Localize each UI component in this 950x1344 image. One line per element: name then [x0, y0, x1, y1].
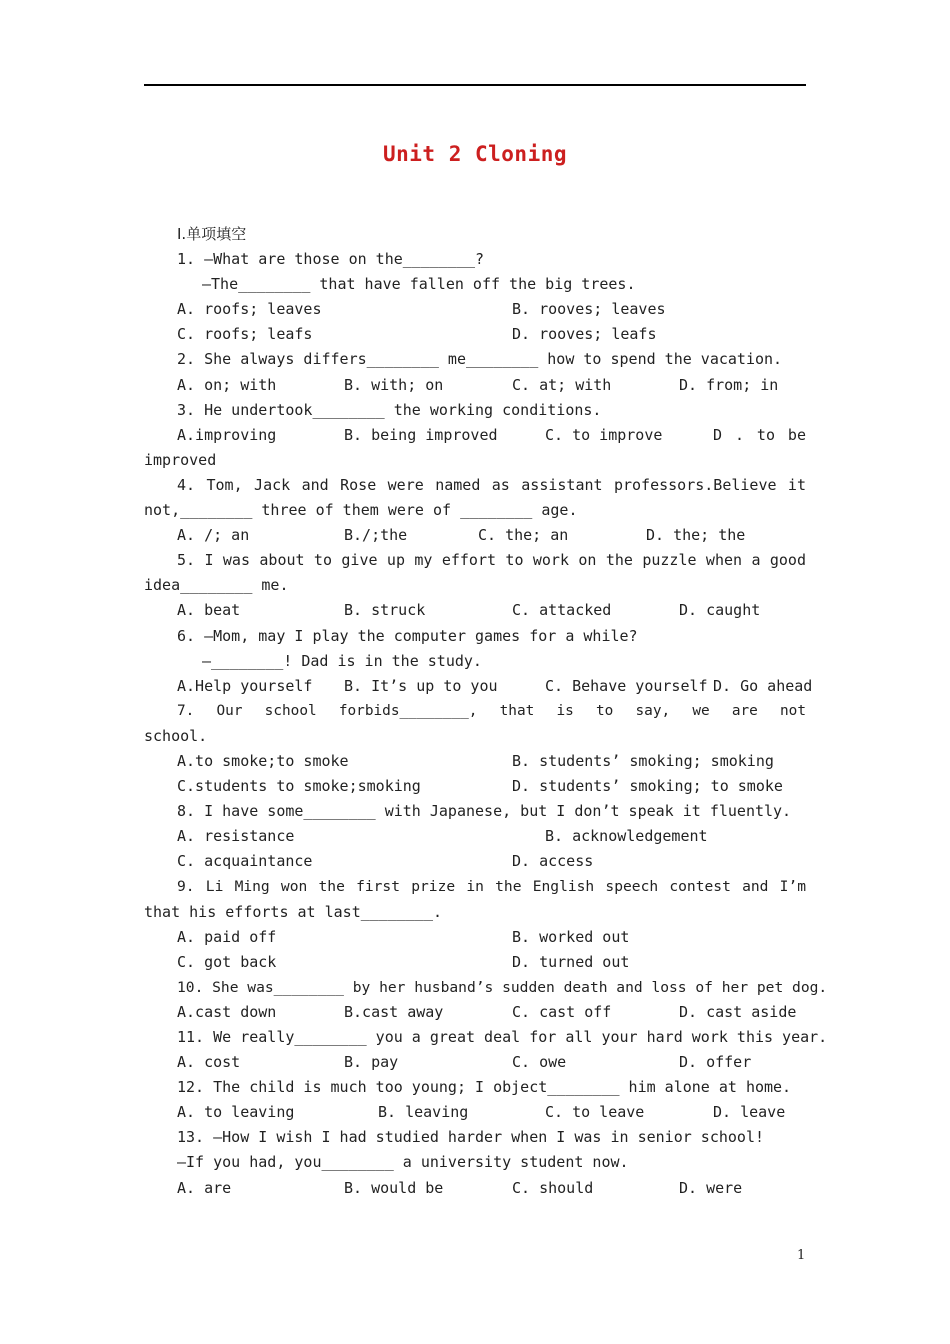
option-a: A.Help yourself: [177, 676, 313, 695]
option-b: B. acknowledgement: [545, 827, 708, 846]
question-6-options: [144, 674, 813, 699]
option-c: C. got back: [177, 952, 277, 971]
option-c: C. to improve: [545, 425, 663, 444]
title-topic: Cloning: [475, 142, 568, 166]
option-c: C.students to smoke;smoking: [177, 777, 421, 796]
question-7-options-row2: [144, 774, 806, 799]
option-b: B. pay: [344, 1053, 399, 1072]
option-b: B. leaving: [378, 1103, 469, 1122]
option-a: A. beat: [177, 601, 241, 620]
option-a: A.cast down: [177, 1002, 277, 1021]
option-d: D. leave: [713, 1103, 786, 1122]
option-b: B. rooves; leaves: [512, 300, 666, 319]
question-9-stem-continued: that his efforts at last________.: [144, 902, 443, 921]
question-5-stem: 5. I was about to give up my effort to work on the puzzle when a good: [177, 551, 806, 570]
question-4-options: [144, 523, 806, 548]
option-d: D. from; in: [679, 375, 779, 394]
option-a: A. paid off: [177, 927, 277, 946]
question-5-options: [144, 598, 806, 623]
page-title: [0, 142, 950, 166]
option-b: B. with; on: [344, 375, 444, 394]
option-d: D. students’ smoking; to smoke: [512, 777, 783, 796]
option-b: B.cast away: [344, 1002, 444, 1021]
question-1-reply: —The________ that have fallen off the big trees.: [202, 275, 636, 294]
option-a: A. to leaving: [177, 1103, 295, 1122]
option-a: A.to smoke;to smoke: [177, 751, 349, 770]
question-9-stem: 9. Li Ming won the first prize in the English speech contest and I’m: [177, 878, 806, 896]
option-d: D. the; the: [646, 526, 746, 545]
option-c: C. owe: [512, 1053, 567, 1072]
option-b: B. worked out: [512, 927, 630, 946]
option-d: D. were: [679, 1178, 743, 1197]
exercise-content: [144, 222, 828, 1201]
question-3-stem: 3. He undertook________ the working conditions.: [177, 400, 602, 419]
question-9-options-row1: [144, 925, 806, 950]
option-c: C. attacked: [512, 601, 612, 620]
question-12-stem: 12. The child is much too young; I object________ him alone at home.: [177, 1078, 792, 1097]
option-a: A. cost: [177, 1053, 241, 1072]
option-b: B. struck: [344, 601, 426, 620]
option-b: B. It’s up to you: [344, 676, 498, 695]
option-d: D. cast aside: [679, 1002, 797, 1021]
question-1-stem: 1. —What are those on the________?: [177, 250, 485, 269]
option-d: D. access: [512, 852, 594, 871]
question-2-stem: 2. She always differs________ me________ how to spend the vacation.: [177, 350, 783, 369]
question-12-options: [144, 1100, 806, 1125]
option-c: C. cast off: [512, 1002, 612, 1021]
option-b: B. being improved: [344, 425, 498, 444]
question-5-stem-continued: idea________ me.: [144, 576, 289, 595]
title-unit: Unit 2: [382, 142, 462, 166]
question-8-stem: 8. I have some________ with Japanese, but I don’t speak it fluently.: [177, 802, 792, 821]
option-d: D. turned out: [512, 952, 630, 971]
option-d: D. offer: [679, 1053, 752, 1072]
header-rule: [144, 84, 806, 86]
page-number: 1: [797, 1248, 806, 1263]
option-a: A. are: [177, 1178, 232, 1197]
option-c: C. acquaintance: [177, 852, 313, 871]
question-13-reply: —If you had, you________ a university student now.: [177, 1153, 629, 1172]
option-b: B./;the: [344, 526, 408, 545]
question-10-options: [144, 1000, 806, 1025]
question-4-stem-continued: not,________ three of them were of ________ age.: [144, 501, 578, 520]
question-7-stem-continued: school.: [144, 726, 208, 745]
question-2-options: [144, 373, 806, 398]
question-6-stem: 6. —Mom, may I play the computer games for a while?: [177, 626, 638, 645]
option-a: A. roofs; leaves: [177, 300, 322, 319]
option-d: D. rooves; leafs: [512, 325, 657, 344]
question-9-options-row2: [144, 950, 806, 975]
option-a: A.improving: [177, 425, 277, 444]
option-d: D . to be: [713, 425, 806, 444]
option-b: B. would be: [344, 1178, 444, 1197]
option-c: C. the; an: [478, 526, 569, 545]
option-a: A. resistance: [177, 827, 295, 846]
question-4-stem: 4. Tom, Jack and Rose were named as assistant professors.Believe it: [177, 475, 806, 494]
question-7-stem: 7. Our school forbids________, that is to say, we are not: [177, 702, 806, 719]
question-11-stem: 11. We really________ you a great deal for all your hard work this year.: [177, 1028, 828, 1046]
question-8-options-row1: [144, 824, 806, 849]
option-c: C. should: [512, 1178, 594, 1197]
option-c: C. at; with: [512, 375, 612, 394]
question-13-options: [144, 1176, 806, 1201]
option-a: A. /; an: [177, 526, 250, 545]
option-b: B. students’ smoking; smoking: [512, 751, 774, 770]
section-heading: Ⅰ.单项填空: [177, 225, 247, 243]
question-3-options: [144, 423, 806, 448]
question-13-stem: 13. —How I wish I had studied harder when I was in senior school!: [177, 1128, 764, 1147]
question-3-option-d-continued: improved: [144, 450, 217, 469]
question-10-stem: 10. She was________ by her husband’s sudden death and loss of her pet dog.: [177, 978, 828, 996]
question-8-options-row2: [144, 849, 806, 874]
question-7-options-row1: [144, 749, 806, 774]
option-a: A. on; with: [177, 375, 277, 394]
question-11-options: [144, 1050, 806, 1075]
question-6-reply: —________! Dad is in the study.: [202, 651, 482, 670]
option-c: C. to leave: [545, 1103, 645, 1122]
option-d: D. caught: [679, 601, 761, 620]
question-1-options-row2: [144, 322, 806, 347]
option-c: C. Behave yourself: [545, 676, 708, 695]
option-c: C. roofs; leafs: [177, 325, 313, 344]
option-d: D. Go ahead: [713, 676, 813, 695]
question-1-options-row1: [144, 297, 806, 322]
